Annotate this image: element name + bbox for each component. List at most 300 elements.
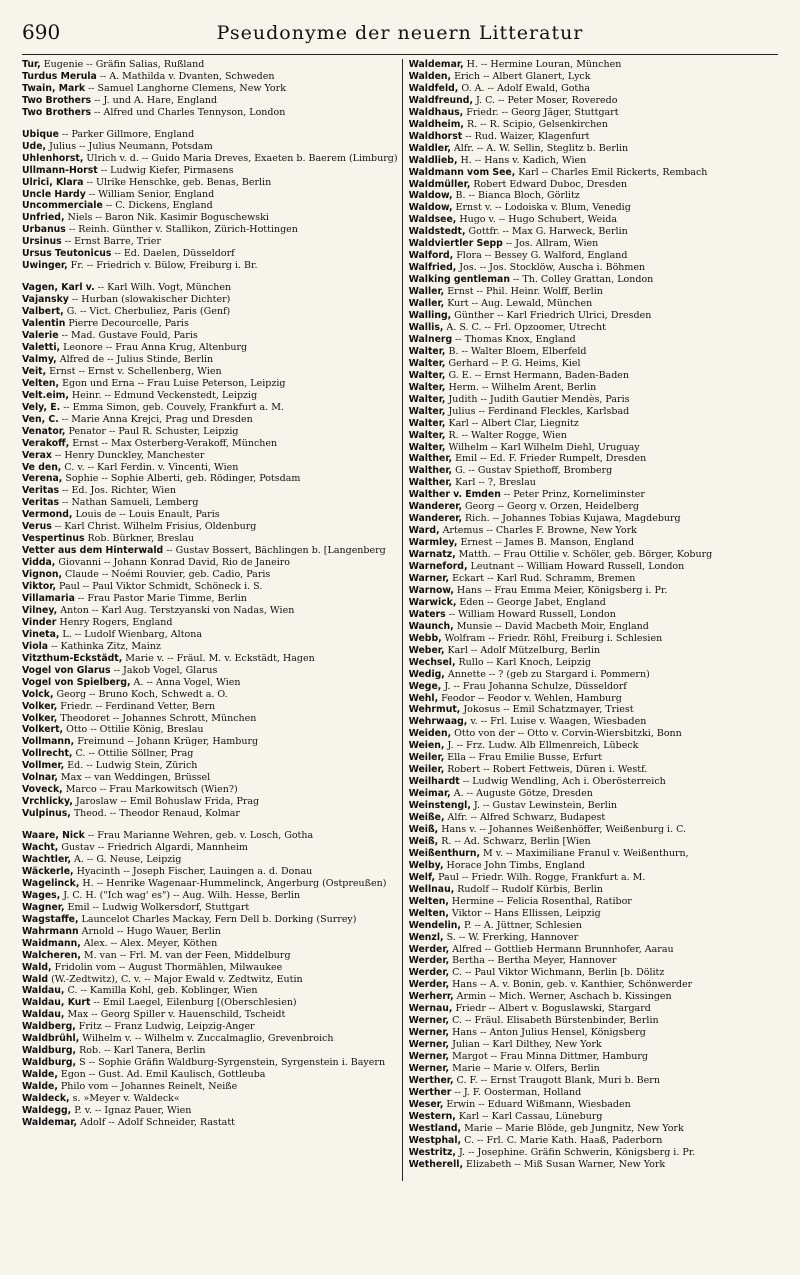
real-name: Friedr -- Albert v. Boguslawski, Stargard xyxy=(452,1003,651,1015)
pseudonym: Urbanus xyxy=(22,224,66,236)
real-name: Eden -- George Jabet, England xyxy=(456,596,606,608)
list-item xyxy=(22,796,398,808)
list-item xyxy=(409,167,778,179)
real-name: -- Emil Laegel, Eilenburg [(Oberschlesien) xyxy=(90,997,297,1009)
pseudonym: Walter, xyxy=(408,357,446,369)
pseudonym: Waldau, xyxy=(22,1009,65,1021)
list-item xyxy=(22,1045,398,1057)
real-name: Marie -- Marie Blöde, geb Jungnitz, New York xyxy=(461,1122,684,1134)
list-item xyxy=(22,282,398,294)
real-name: Friedr. -- Ferdinand Vetter, Bern xyxy=(57,700,216,712)
list-item xyxy=(22,784,398,796)
pseudonym: Waldemar, xyxy=(408,59,464,70)
list-item xyxy=(409,202,778,214)
list-item xyxy=(409,513,778,525)
real-name: J. -- Josephine. Gräfin Schwerin, Königsberg i. Pr. xyxy=(455,1146,696,1158)
real-name: Matth. -- Frau Ottilie v. Schöler, geb. Börger, Koburg xyxy=(455,549,713,561)
pseudonym: Two Brothers xyxy=(22,106,92,118)
pseudonym: Walling, xyxy=(408,310,452,322)
pseudonym: Waldviertler Sepp xyxy=(408,238,503,250)
real-name: Artemus -- Charles F. Browne, New York xyxy=(439,525,637,537)
pseudonym: Volker, xyxy=(22,712,58,724)
pseudonym: Vely, E. xyxy=(22,401,61,413)
pseudonym: Walde, xyxy=(22,1069,58,1081)
pseudonym: Werner, xyxy=(408,1063,450,1075)
entry-block xyxy=(22,282,398,820)
pseudonym: Walde, xyxy=(22,1081,58,1093)
pseudonym: Waldau, Kurt xyxy=(22,997,91,1009)
real-name: Eugenie -- Gräfin Salias, Rußland xyxy=(40,59,205,70)
real-name: Rob. -- Karl Tanera, Berlin xyxy=(76,1045,206,1057)
real-name: -- J. und A. Hare, England xyxy=(91,94,218,106)
pseudonym: Ve den, xyxy=(22,461,62,473)
pseudonym: Werder, xyxy=(408,979,450,991)
real-name: Elizabeth -- Miß Susan Warner, New York xyxy=(462,1158,666,1170)
list-item xyxy=(22,342,398,354)
list-item xyxy=(409,908,778,920)
pseudonym: Viktor, xyxy=(22,581,56,593)
real-name: Alfred -- Gottlieb Hermann Brunnhofer, Aarau xyxy=(449,943,674,955)
list-item xyxy=(409,442,778,454)
list-item xyxy=(409,645,778,657)
list-item xyxy=(409,1147,778,1159)
list-item xyxy=(22,866,398,878)
real-name: Georg -- Bruno Koch, Schwedt a. O. xyxy=(53,688,228,700)
list-item xyxy=(22,462,398,474)
list-item xyxy=(22,713,398,725)
list-item xyxy=(409,131,778,143)
pseudonym: Vollmer, xyxy=(22,760,65,772)
list-item xyxy=(409,920,778,932)
pseudonym: Wallis, xyxy=(408,321,444,333)
real-name: J. -- Gustav Lewinstein, Berlin xyxy=(470,800,617,812)
real-name: Horace John Timbs, England xyxy=(443,859,585,871)
list-item xyxy=(409,501,778,513)
pseudonym: Wege, xyxy=(408,680,442,692)
list-item xyxy=(22,938,398,950)
list-item xyxy=(409,190,778,202)
pseudonym: Velt.eim, xyxy=(22,389,69,401)
list-item xyxy=(22,402,398,414)
list-item xyxy=(409,1015,778,1027)
pseudonym: Werner, xyxy=(408,1027,450,1039)
pseudonym: Webb, xyxy=(408,632,442,644)
real-name: Karl -- Charles Emil Rickerts, Rembach xyxy=(515,166,708,178)
pseudonym: Wedig, xyxy=(408,668,445,680)
pseudonym: Wehrmut, xyxy=(408,704,461,716)
list-item xyxy=(409,693,778,705)
real-name: Gustav -- Friedrich Algardi, Mannheim xyxy=(58,842,248,854)
real-name: R. -- Walter Rogge, Wien xyxy=(445,429,567,441)
list-item xyxy=(409,1039,778,1051)
real-name: Louis de -- Louis Enault, Paris xyxy=(72,509,220,521)
pseudonym: Werder, xyxy=(408,955,450,967)
pseudonym: Wachtler, xyxy=(22,854,72,865)
real-name: s. »Meyer v. Waldeck« xyxy=(69,1093,180,1105)
list-item xyxy=(22,974,398,986)
real-name: Emil -- Ludwig Wolkersdorf, Stuttgart xyxy=(64,901,250,913)
list-item xyxy=(409,262,778,274)
pseudonym: Warwick, xyxy=(408,596,457,608)
real-name: C. F. -- Ernst Traugott Blank, Muri b. Bern xyxy=(453,1075,660,1087)
pseudonym: Waldler, xyxy=(408,142,451,154)
real-name: P. v. -- Ignaz Pauer, Wien xyxy=(71,1105,192,1117)
pseudonym: Vulpinus, xyxy=(22,808,71,820)
real-name: v. -- Frl. Luise v. Waagen, Wiesbaden xyxy=(467,716,647,728)
list-item xyxy=(409,1051,778,1063)
page-header xyxy=(22,20,778,55)
pseudonym: Wagner, xyxy=(22,901,65,913)
pseudonym: Wahrmann xyxy=(22,925,79,937)
real-name: Bertha -- Bertha Meyer, Hannover xyxy=(449,955,617,967)
real-name: Viktor -- Hans Ellissen, Leipzig xyxy=(448,907,601,919)
real-name: M v. -- Maximiliane Franul v. Weißenthurn, xyxy=(480,847,689,859)
pseudonym: Wendelin, xyxy=(408,919,461,931)
real-name: -- Samuel Langhorne Clemens, New York xyxy=(85,82,286,94)
list-item xyxy=(22,200,398,212)
real-name: Freimund -- Johann Krüger, Hamburg xyxy=(74,736,259,748)
pseudonym: Valerie xyxy=(22,330,59,342)
real-name: S -- Sophie Gräfin Waldburg-Syrgenstein, Syrgenstein i. Bayern xyxy=(76,1057,386,1069)
pseudonym: Waldberg, xyxy=(22,1021,76,1033)
pseudonym: Weiß, xyxy=(408,824,439,835)
real-name: Alex. -- Alex. Meyer, Köthen xyxy=(80,937,218,949)
pseudonym: Walter, xyxy=(408,345,446,357)
real-name: Adolf -- Adolf Schneider, Rastatt xyxy=(77,1116,235,1128)
left-column xyxy=(22,59,403,1181)
list-item xyxy=(409,71,778,83)
real-name: Egon -- Gust. Ad. Emil Kaulisch, Gottleuba xyxy=(57,1069,266,1081)
pseudonym: Waldau, xyxy=(22,985,65,997)
list-item xyxy=(409,226,778,238)
list-item xyxy=(22,1105,398,1117)
real-name: Leutnant -- William Howard Russell, London xyxy=(467,561,685,573)
pseudonym: Vilney, xyxy=(22,604,58,616)
real-name: Ed. -- Ludwig Stein, Zürich xyxy=(64,760,198,772)
pseudonym: Venator, xyxy=(22,425,66,437)
real-name: -- Henry Dunckley, Manchester xyxy=(51,449,205,461)
real-name: Wolfram -- Friedr. Röhl, Freiburg i. Schlesien xyxy=(441,632,663,644)
pseudonym: Waldlieb, xyxy=(408,154,458,166)
pseudonym: Walking gentleman xyxy=(408,274,510,286)
list-item xyxy=(409,991,778,1003)
real-name: Alfred de -- Julius Stinde, Berlin xyxy=(56,353,214,365)
list-item xyxy=(22,212,398,224)
pseudonym: Two Brothers xyxy=(22,94,92,106)
list-item xyxy=(409,1063,778,1075)
pseudonym: Vignon, xyxy=(22,569,63,581)
pseudonym: Tur, xyxy=(22,59,41,70)
pseudonym: Vrchlicky, xyxy=(22,796,73,808)
list-item xyxy=(22,736,398,748)
real-name: Alfr. -- A. W. Sellin, Steglitz b. Berlin xyxy=(450,142,629,154)
real-name: Friedr. -- Georg Jäger, Stuttgart xyxy=(463,106,619,118)
pseudonym: Waldsee, xyxy=(408,214,457,226)
pseudonym: Weiß, xyxy=(408,835,439,847)
real-name: Erich -- Albert Glanert, Lyck xyxy=(451,70,591,82)
list-item xyxy=(22,165,398,177)
list-item xyxy=(22,701,398,713)
list-item xyxy=(22,83,398,95)
real-name: Marco -- Frau Markowitsch (Wien?) xyxy=(62,784,238,796)
pseudonym: Welten, xyxy=(408,907,449,919)
list-item xyxy=(409,286,778,298)
real-name: -- Hurban (slowakischer Dichter) xyxy=(68,294,231,306)
list-item xyxy=(22,724,398,736)
real-name: Otto -- Ottilie König, Breslau xyxy=(63,724,204,736)
real-name: J. -- Frz. Ludw. Alb Ellmenreich, Lübeck xyxy=(444,740,639,752)
real-name: C. -- Fräul. Elisabeth Bürstenbinder, Berlin xyxy=(449,1015,659,1027)
real-name: Fridolin vom -- August Thormählen, Milwaukee xyxy=(51,961,283,973)
real-name: -- Emma Simon, geb. Couvely, Frankfurt a. M. xyxy=(60,401,284,413)
list-item xyxy=(22,878,398,890)
pseudonym: Vogel von Spielberg, xyxy=(22,676,131,688)
pseudonym: Werherr, xyxy=(408,991,454,1003)
list-item xyxy=(22,354,398,366)
list-item xyxy=(22,962,398,974)
list-item xyxy=(22,509,398,521)
real-name: -- Gustav Bossert, Bächlingen b. [Langenberg xyxy=(163,545,386,557)
list-item xyxy=(22,1069,398,1081)
real-name: A. -- Anna Vogel, Wien xyxy=(130,676,241,688)
real-name: A. -- Auguste Götze, Dresden xyxy=(450,788,593,800)
list-item xyxy=(22,1081,398,1093)
list-item xyxy=(409,382,778,394)
pseudonym: Westland, xyxy=(408,1122,462,1134)
list-item xyxy=(22,318,398,330)
real-name: Theodoret -- Johannes Schrott, München xyxy=(57,712,257,724)
list-item xyxy=(22,593,398,605)
list-item xyxy=(409,370,778,382)
real-name: Günther -- Karl Friedrich Ulrici, Dresden xyxy=(451,310,652,322)
list-item xyxy=(409,633,778,645)
real-name: Feodor -- Feodor v. Wehlen, Hamburg xyxy=(438,692,622,704)
pseudonym: Waare, Nick xyxy=(22,830,85,842)
real-name: -- Kathinka Zitz, Mainz xyxy=(48,640,161,652)
real-name: G. -- Gustav Spiethoff, Bromberg xyxy=(452,465,613,477)
list-item xyxy=(409,214,778,226)
pseudonym: Vinder xyxy=(22,616,57,628)
list-item xyxy=(409,83,778,95)
list-item xyxy=(409,824,778,836)
real-name: Ernst v. -- Lodoiska v. Blum, Venedig xyxy=(452,202,631,214)
real-name: Erwin -- Eduard Wißmann, Wiesbaden xyxy=(443,1098,631,1110)
list-item xyxy=(22,641,398,653)
real-name: Ulrich v. d. -- Guido Maria Dreves, Exaeten b. Baerem (Limburg) xyxy=(83,152,398,164)
pseudonym: Werner, xyxy=(408,1015,450,1027)
pseudonym: Werder, xyxy=(408,943,450,955)
pseudonym: Volck, xyxy=(22,688,54,700)
pseudonym: Weiden, xyxy=(408,728,452,740)
real-name: B. -- Walter Bloem, Elberfeld xyxy=(445,345,587,357)
real-name: C. -- Frl. C. Marie Kath. Haaß, Paderborn xyxy=(461,1134,663,1146)
real-name: Hugo v. -- Hugo Schubert, Weida xyxy=(456,214,618,226)
real-name: Jaroslaw -- Emil Bohuslaw Frida, Prag xyxy=(72,796,260,808)
list-item xyxy=(22,545,398,557)
list-item xyxy=(22,306,398,318)
pseudonym: Welby, xyxy=(408,859,444,871)
pseudonym: Vagen, Karl v. xyxy=(22,282,95,294)
real-name: -- William Howard Russell, London xyxy=(445,608,616,620)
list-item xyxy=(409,609,778,621)
list-item xyxy=(409,119,778,131)
real-name: Egon und Erna -- Frau Luise Peterson, Leipzig xyxy=(59,377,286,389)
pseudonym: Walther, xyxy=(408,465,453,477)
pseudonym: Verus xyxy=(22,521,52,533)
list-item xyxy=(409,1159,778,1171)
pseudonym: Westritz, xyxy=(408,1146,456,1158)
pseudonym: Wenzl, xyxy=(408,931,444,943)
list-item xyxy=(22,533,398,545)
pseudonym: Wacht, xyxy=(22,842,59,854)
real-name: Judith -- Judith Gautier Mendès, Paris xyxy=(445,393,630,405)
list-item xyxy=(409,406,778,418)
pseudonym: Verakoff, xyxy=(22,437,70,449)
list-item xyxy=(22,689,398,701)
pseudonym: Welten, xyxy=(408,895,449,907)
real-name: Heinr. -- Edmund Veckenstedt, Leipzig xyxy=(68,389,258,401)
list-item xyxy=(409,657,778,669)
pseudonym: Waldeck, xyxy=(22,1093,70,1105)
pseudonym: Waters xyxy=(408,608,446,620)
pseudonym: Ullmann-Horst xyxy=(22,164,98,176)
real-name: -- Jos. Allram, Wien xyxy=(502,238,599,250)
list-item xyxy=(22,366,398,378)
right-column xyxy=(403,59,778,1181)
pseudonym: Warmley, xyxy=(408,537,458,549)
list-item xyxy=(22,1117,398,1129)
pseudonym: Weien, xyxy=(408,740,445,752)
list-item xyxy=(409,537,778,549)
real-name: Paul -- Friedr. Wilh. Rogge, Frankfurt a. M. xyxy=(435,871,646,883)
list-item xyxy=(409,525,778,537)
pseudonym: Twain, Mark xyxy=(22,82,86,94)
list-item xyxy=(22,390,398,402)
pseudonym: Unfried, xyxy=(22,212,65,224)
pseudonym: Uhlenhorst, xyxy=(22,152,84,164)
real-name: Hans -- Frau Emma Meier, Königsberg i. Pr. xyxy=(453,584,668,596)
pseudonym: Ward, xyxy=(408,525,440,537)
pseudonym: Wernau, xyxy=(408,1003,453,1015)
pseudonym: Weiler, xyxy=(408,752,445,764)
pseudonym: Waunch, xyxy=(408,620,454,632)
list-item xyxy=(409,238,778,250)
real-name: Annette -- ? (geb zu Stargard i. Pommern) xyxy=(444,668,650,680)
pseudonym: Wald, xyxy=(22,961,52,973)
real-name: G. E. -- Ernst Hermann, Baden-Baden xyxy=(445,369,630,381)
list-item xyxy=(22,605,398,617)
pseudonym: Walter, xyxy=(408,441,446,453)
pseudonym: Waldfreund, xyxy=(408,94,473,106)
real-name: Ernst -- Ernst v. Schellenberg, Wien xyxy=(46,365,222,377)
list-item xyxy=(409,585,778,597)
list-item xyxy=(22,581,398,593)
pseudonym: Walther v. Emden xyxy=(408,489,501,501)
list-item xyxy=(22,890,398,902)
pseudonym: Weilhardt xyxy=(408,776,460,788)
real-name: -- Nathan Samueli, Lemberg xyxy=(59,497,199,509)
pseudonym: Vollrecht, xyxy=(22,748,73,760)
pseudonym: Vespertinus xyxy=(22,533,85,545)
real-name: Julius -- Ferdinand Fleckles, Karlsbad xyxy=(445,405,630,417)
list-item xyxy=(409,955,778,967)
list-item xyxy=(409,1099,778,1111)
pseudonym: Waldhorst xyxy=(408,130,463,142)
real-name: Karl -- Karl Cassau, Lüneburg xyxy=(455,1110,603,1122)
real-name: P. -- A. Jüttner, Schlesien xyxy=(460,919,582,931)
list-item xyxy=(409,453,778,465)
list-item xyxy=(409,394,778,406)
pseudonym: Weber, xyxy=(408,644,445,656)
pseudonym: Wagstaffe, xyxy=(22,913,79,925)
real-name: -- Reinh. Günther v. Stallikon, Zürich-Hottingen xyxy=(65,224,298,236)
real-name: -- Frau Marianne Wehren, geb. v. Losch, Gotha xyxy=(84,830,314,842)
list-item xyxy=(409,573,778,585)
list-item xyxy=(22,830,398,842)
list-item xyxy=(22,629,398,641)
pseudonym: Weiler, xyxy=(408,764,445,776)
list-item xyxy=(409,1087,778,1099)
list-item xyxy=(409,872,778,884)
list-item xyxy=(409,310,778,322)
list-item xyxy=(22,236,398,248)
real-name: A. S. C. -- Frl. Opzoomer, Utrecht xyxy=(443,321,606,333)
pseudonym: Werner, xyxy=(408,1039,450,1051)
real-name: Flora -- Bessey G. Walford, England xyxy=(453,250,628,262)
real-name: -- Ludwig Kiefer, Pirmasens xyxy=(97,164,234,176)
list-item xyxy=(409,597,778,609)
list-item xyxy=(22,426,398,438)
real-name: -- Thomas Knox, England xyxy=(452,333,576,345)
list-item xyxy=(22,950,398,962)
real-name: Max -- Georg Spiller v. Hauenschild, Tscheidt xyxy=(64,1009,286,1021)
pseudonym: Wehrwaag, xyxy=(408,716,468,728)
pseudonym: Weinstengl, xyxy=(408,800,471,812)
real-name: Rudolf -- Rudolf Kürbis, Berlin xyxy=(454,883,603,895)
real-name: R. -- Ad. Schwarz, Berlin [Wien xyxy=(438,835,591,847)
real-name: J. C. H. ("Ich wag' es") -- Aug. Wilh. Hesse, Berlin xyxy=(60,889,301,901)
real-name: (W.-Zedtwitz), C. v. -- Major Ewald v. Zedtwitz, Eutin xyxy=(48,973,303,985)
pseudonym: Veit, xyxy=(22,365,47,377)
list-item xyxy=(409,250,778,262)
pseudonym: Waldow, xyxy=(408,190,453,202)
real-name: A. -- G. Neuse, Leipzig xyxy=(71,854,182,865)
real-name: -- Karl Wilh. Vogt, München xyxy=(94,282,232,294)
list-item xyxy=(409,752,778,764)
pseudonym: Turdus Merula xyxy=(22,70,97,82)
list-item xyxy=(22,189,398,201)
real-name: Leonore -- Frau Anna Krug, Altenburg xyxy=(60,341,248,353)
pseudonym: Verena, xyxy=(22,473,63,485)
columns xyxy=(22,59,778,1181)
real-name: C. -- Kamilla Kohl, geb. Koblinger, Wien xyxy=(64,985,258,997)
real-name: Otto von der -- Otto v. Corvin-Wiersbitzki, Bonn xyxy=(451,728,682,740)
list-item xyxy=(409,334,778,346)
list-item xyxy=(22,677,398,689)
list-item xyxy=(409,418,778,430)
list-item xyxy=(22,485,398,497)
pseudonym: Waidmann, xyxy=(22,937,81,949)
list-item xyxy=(409,681,778,693)
real-name: Karl -- ?, Breslau xyxy=(452,477,536,489)
real-name: Armin -- Mich. Werner, Aschach b. Kissingen xyxy=(453,991,672,1003)
list-item xyxy=(22,617,398,629)
pseudonym: Waldmann vom See, xyxy=(408,166,516,178)
list-item xyxy=(409,764,778,776)
real-name: -- Rud. Waizer, Klagenfurt xyxy=(462,130,590,142)
list-item xyxy=(409,1123,778,1135)
list-item xyxy=(22,177,398,189)
